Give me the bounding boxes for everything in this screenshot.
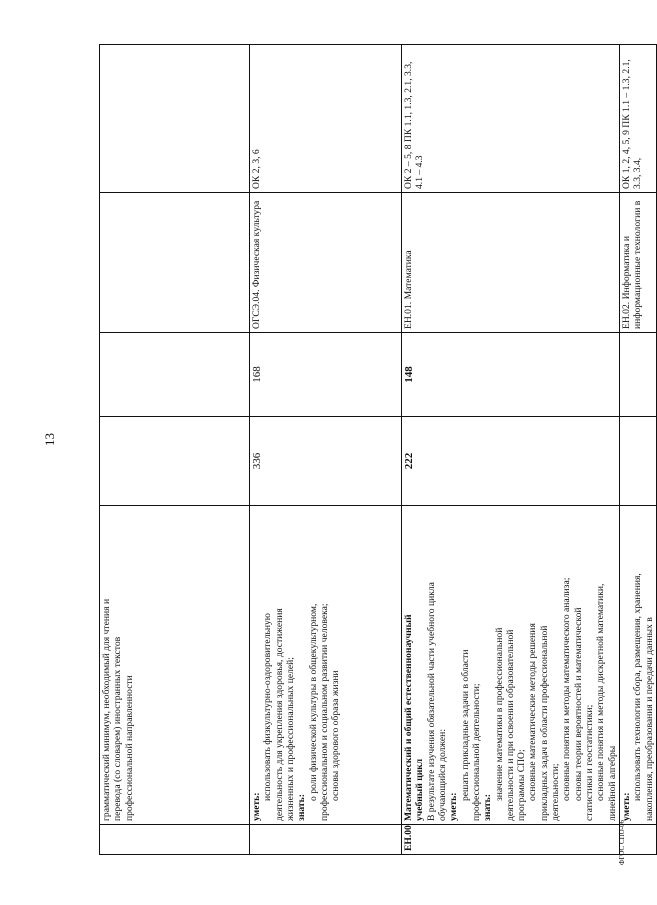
content-line: основные понятия и методы математического анализа; <box>561 577 573 801</box>
cell-discipline <box>100 193 250 333</box>
content-line: основные понятия и методы дискретной математики, <box>595 583 607 801</box>
cell-index-code <box>100 825 250 855</box>
content-line: деятельности и при освоении образовательной <box>504 629 516 821</box>
cell-discipline: ЕН.02. Информатика и информационные технологии в <box>619 193 656 333</box>
content-line: перевода (со словарем) иностранных текстов <box>112 636 124 821</box>
content-line: знать: <box>482 794 494 821</box>
content-line: знать: <box>296 794 308 821</box>
content-line: использовать физкультурно-оздоровительную <box>262 613 274 801</box>
content-line: о роли физической культуры в общекультурном, <box>307 603 319 801</box>
content-line: обучающийся должен: <box>436 729 448 821</box>
table-row <box>250 45 402 855</box>
cell-competencies: ОК 1, 2, 4, 5, 9 ПК 1.1 – 1.3, 2.1, 3.3, 3.4, <box>619 45 656 193</box>
cell-hours-mandatory <box>100 333 250 417</box>
content-line: решать прикладные задачи в области <box>459 649 471 801</box>
cell-competencies: ОК 2 – 5, 8 ПК 1.1, 1.3, 2.1, 3.3, 4.1 – 4.3 <box>402 45 620 193</box>
cell-content <box>100 506 250 825</box>
table-row <box>402 45 620 855</box>
content-line: основы теории вероятностей и математической <box>572 607 584 801</box>
content-line: программы СПО; <box>516 749 528 821</box>
cell-content <box>250 506 402 825</box>
content-line: статистики и геостатистики; <box>584 704 595 821</box>
content-line: уметь: <box>620 792 632 821</box>
content-line: профессиональной направленности <box>123 675 135 821</box>
content-line: профессиональной деятельности; <box>470 683 482 821</box>
content-line: использовать технологии сбора, размещения, хранения, <box>632 573 644 801</box>
cell-content <box>402 506 620 825</box>
content-line: Математический и общий естественнонаучный <box>403 614 414 821</box>
cell-hours-mandatory: 168 <box>250 333 402 417</box>
content-line: деятельность для укрепления здоровья, достижения <box>273 608 285 821</box>
content-line: В результате изучения обязательной части учебного цикла <box>425 582 437 821</box>
cell-hours-mandatory <box>619 333 656 417</box>
content-line: накопления, преобразования и передачи данных в <box>643 617 655 821</box>
content-line: основы здорового образа жизни <box>330 670 342 801</box>
content-line: прикладных задач в области профессиональной <box>538 625 550 821</box>
cell-content <box>619 506 656 825</box>
cell-hours-max: 222 <box>402 417 620 506</box>
content-line: жизненных и профессиональных целей; <box>284 657 296 821</box>
cell-hours-max <box>100 417 250 506</box>
table-row <box>100 45 250 855</box>
content-line: профессиональном и социальном развитии человека; <box>318 603 330 821</box>
table-row <box>619 45 656 855</box>
cell-discipline: ЕН.01. Математика <box>402 193 620 333</box>
cell-competencies <box>100 45 250 193</box>
cell-hours-max: 336 <box>250 417 402 506</box>
content-line: уметь: <box>251 792 262 821</box>
cell-hours-mandatory: 148 <box>402 333 620 417</box>
footer-code: ФГОС СПО-06 <box>618 819 626 865</box>
cell-hours-max <box>619 417 656 506</box>
content-line: значение математики в профессиональной <box>493 627 505 801</box>
content-line: учебный цикл <box>414 758 426 821</box>
content-line: грамматический минимум, необходимый для чтения и <box>101 598 112 821</box>
content-line: деятельности; <box>550 763 562 821</box>
cell-index-code <box>250 825 402 855</box>
content-line: линейной алгебры <box>606 745 618 821</box>
page-number: 13 <box>42 433 57 446</box>
content-line: основные математические методы решения <box>527 623 539 801</box>
cell-competencies: ОК 2, 3, 6 <box>250 45 402 193</box>
cell-index-code: ЕН.00 <box>402 825 620 855</box>
cell-discipline: ОГСЭ.04. Физическая культура <box>250 193 402 333</box>
content-line: уметь: <box>448 792 460 821</box>
curriculum-table <box>99 44 657 855</box>
